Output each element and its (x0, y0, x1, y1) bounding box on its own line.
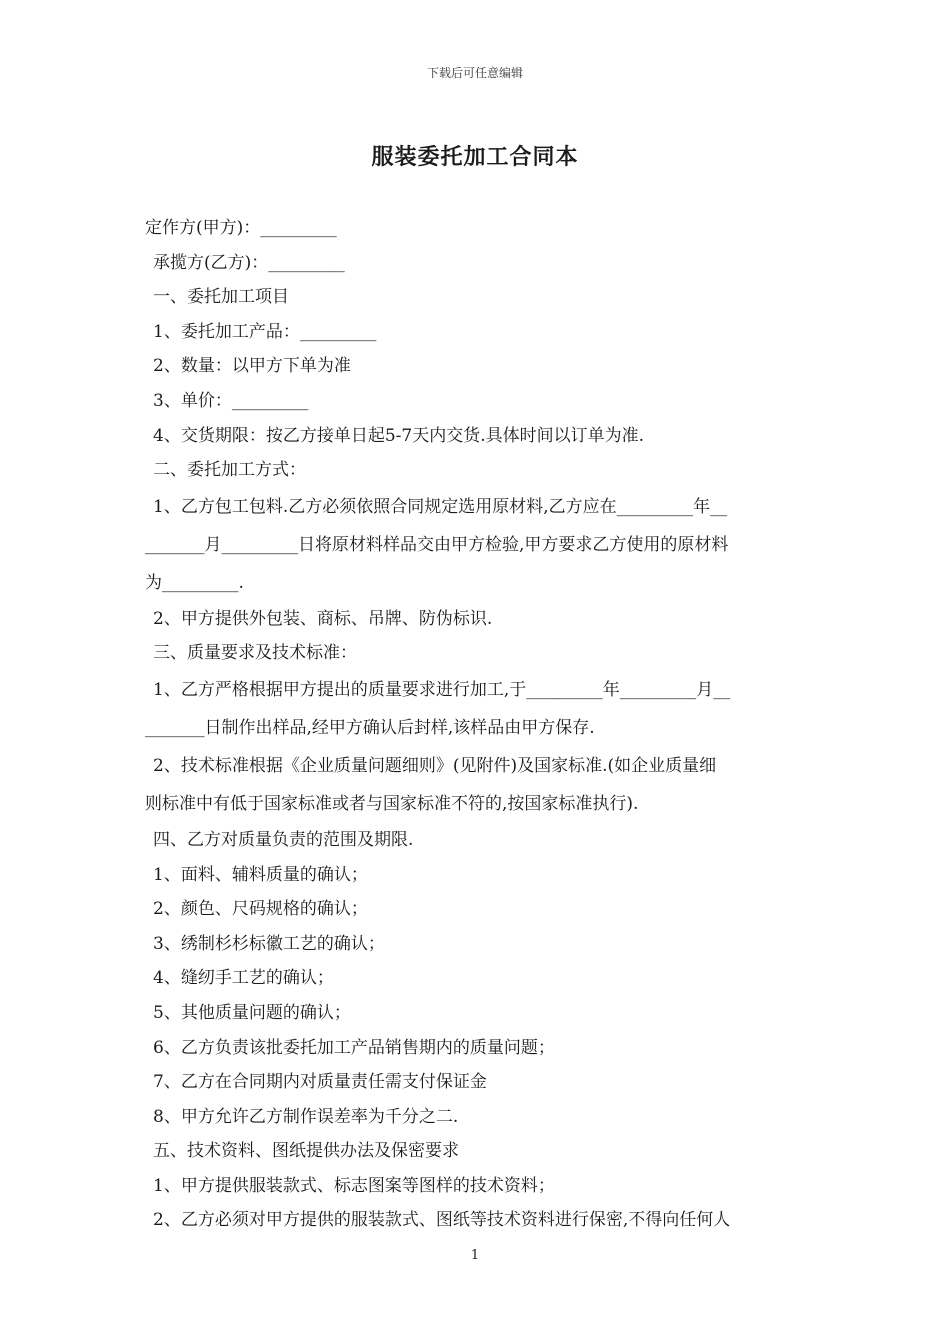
clause-line: 2、乙方必须对甲方提供的服装款式、图纸等技术资料进行保密,不得向任何人 (153, 1210, 731, 1231)
clause-line: 3、单价：_________ (153, 390, 309, 411)
clause-line: 为_________. (145, 572, 244, 593)
clause-line: 1、面料、辅料质量的确认； (153, 864, 368, 885)
clause-line: 4、缝纫手工艺的确认； (153, 968, 334, 989)
clause-line: 2、颜色、尺码规格的确认； (153, 899, 368, 920)
clause-line: 5、其他质量问题的确认； (153, 1002, 351, 1023)
section-heading: 五、技术资料、图纸提供办法及保密要求 (153, 1141, 459, 1162)
clause-line: _______月_________日将原材料样品交由甲方检验,甲方要求乙方使用的原材料 (145, 534, 729, 555)
contract-body (145, 211, 807, 1238)
header-note: 下载后可任意编辑 (426, 66, 523, 80)
clause-line: 定作方(甲方)：_________ (145, 218, 337, 238)
document-title: 服装委托加工合同本 (371, 145, 579, 170)
clause-line: 则标准中有低于国家标准或者与国家标准不符的,按国家标准执行). (145, 793, 639, 814)
clause-line: 3、绣制杉杉标徽工艺的确认； (153, 933, 385, 954)
clause-line: 7、乙方在合同期内对质量责任需支付保证金 (153, 1072, 487, 1093)
clause-line: 2、数量：以甲方下单为准 (153, 356, 351, 377)
clause-line: 承揽方(乙方)：_________ (153, 252, 345, 273)
clause-line: 1、委托加工产品：_________ (153, 321, 377, 342)
section-heading: 二、委托加工方式： (153, 460, 306, 481)
clause-line: 2、甲方提供外包装、商标、吊牌、防伪标识. (153, 608, 493, 629)
page-number: 1 (470, 1248, 480, 1263)
clause-line: 1、乙方包工包料.乙方必须依照合同规定选用原材料,乙方应在_________年__ (153, 496, 728, 517)
section-heading: 四、乙方对质量负责的范围及期限. (153, 829, 414, 850)
clause-line: 1、甲方提供服装款式、标志图案等图样的技术资料； (153, 1175, 555, 1196)
clause-line: 8、甲方允许乙方制作误差率为千分之二. (153, 1106, 459, 1127)
section-heading: 三、质量要求及技术标准： (153, 643, 357, 664)
section-heading: 一、委托加工项目 (153, 287, 289, 308)
clause-line: 4、交货期限：按乙方接单日起5-7天内交货.具体时间以订单为准. (153, 425, 644, 446)
clause-line: 1、乙方严格根据甲方提出的质量要求进行加工,于_________年_________月__ (153, 679, 731, 700)
clause-line: 6、乙方负责该批委托加工产品销售期内的质量问题； (153, 1037, 555, 1058)
clause-line: 2、技术标准根据《企业质量问题细则》(见附件)及国家标准.(如企业质量细 (153, 755, 717, 776)
clause-line: _______日制作出样品,经甲方确认后封样,该样品由甲方保存. (145, 717, 595, 738)
